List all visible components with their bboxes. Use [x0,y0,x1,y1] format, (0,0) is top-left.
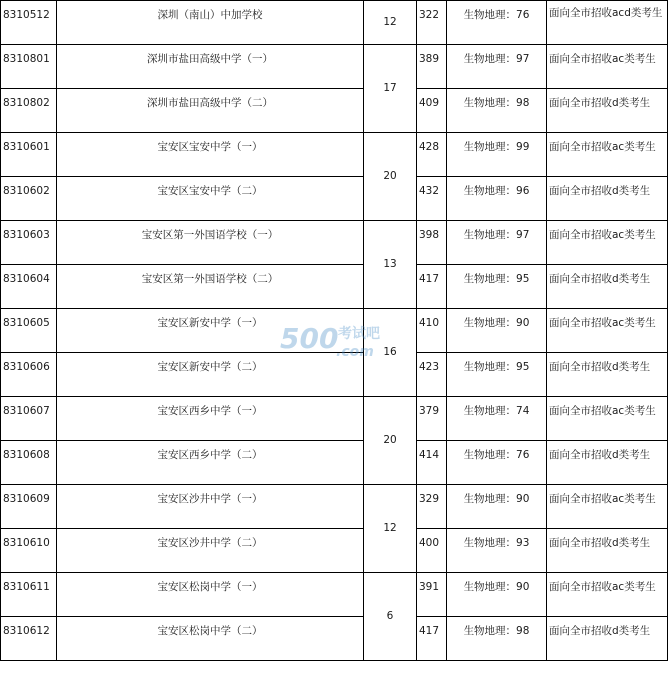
school-code: 8310610 [1,529,57,573]
min-score: 410 [417,309,447,353]
enrollment-note: 面向全市招收d类考生 [547,89,668,133]
min-score: 400 [417,529,447,573]
table-row [1,529,668,573]
watermark-digits: 500 [280,322,339,355]
school-code: 8310605 [1,309,57,353]
table-row [1,133,668,177]
school-code: 8310604 [1,265,57,309]
enrollment-note: 面向全市招收ac类考生 [547,397,668,441]
quota-cell: 6 [364,573,417,661]
quota-cell: 20 [364,397,417,485]
table-row [1,265,668,309]
subject-score: 生物地理：99 [447,133,547,177]
enrollment-note: 面向全市招收d类考生 [547,353,668,397]
school-name: 深圳市盐田高级中学（二） [57,89,364,133]
quota-cell: 13 [364,221,417,309]
subject-score: 生物地理：97 [447,45,547,89]
school-name: 宝安区松岗中学（二） [57,617,364,661]
enrollment-note: 面向全市招收ac类考生 [547,45,668,89]
school-name: 宝安区新安中学（二） [57,353,364,397]
min-score: 379 [417,397,447,441]
school-code: 8310606 [1,353,57,397]
table-row [1,309,668,353]
quota-cell: 17 [364,45,417,133]
school-name: 深圳市盐田高级中学（一） [57,45,364,89]
subject-score: 生物地理：97 [447,221,547,265]
school-code: 8310612 [1,617,57,661]
min-score: 389 [417,45,447,89]
subject-score: 生物地理：76 [447,441,547,485]
min-score: 428 [417,133,447,177]
school-code: 8310602 [1,177,57,221]
school-code: 8310801 [1,45,57,89]
table-row [1,353,668,397]
table-row [1,485,668,529]
enrollment-note: 面向全市招收d类考生 [547,617,668,661]
subject-score: 生物地理：90 [447,309,547,353]
table-row [1,1,668,45]
enrollment-note: 面向全市招收ac类考生 [547,133,668,177]
quota-cell: 12 [364,1,417,45]
table-row [1,89,668,133]
table-row [1,45,668,89]
school-name: 宝安区第一外国语学校（二） [57,265,364,309]
watermark-domain: .com [336,344,374,360]
enrollment-note: 面向全市招收d类考生 [547,529,668,573]
quota-cell: 20 [364,133,417,221]
quota-cell: 16 [364,309,417,397]
enrollment-note: 面向全市招收ac类考生 [547,485,668,529]
subject-score: 生物地理：90 [447,573,547,617]
min-score: 329 [417,485,447,529]
school-code: 8310603 [1,221,57,265]
school-code: 8310802 [1,89,57,133]
school-name: 宝安区松岗中学（一） [57,573,364,617]
min-score: 409 [417,89,447,133]
school-code: 8310512 [1,1,57,45]
enrollment-note: 面向全市招收ac类考生 [547,309,668,353]
enrollment-note: 面向全市招收acd类考生 [547,1,668,45]
watermark-brand: 考试吧 [338,326,380,342]
min-score: 322 [417,1,447,45]
subject-score: 生物地理：95 [447,265,547,309]
enrollment-note: 面向全市招收d类考生 [547,177,668,221]
min-score: 414 [417,441,447,485]
min-score: 432 [417,177,447,221]
table-row [1,397,668,441]
subject-score: 生物地理：96 [447,177,547,221]
table-row [1,441,668,485]
school-code: 8310601 [1,133,57,177]
enrollment-note: 面向全市招收d类考生 [547,441,668,485]
table-row [1,573,668,617]
subject-score: 生物地理：90 [447,485,547,529]
school-code: 8310609 [1,485,57,529]
school-code: 8310608 [1,441,57,485]
table-row [1,617,668,661]
school-name: 宝安区西乡中学（二） [57,441,364,485]
min-score: 417 [417,265,447,309]
school-name: 宝安区宝安中学（一） [57,133,364,177]
school-code: 8310611 [1,573,57,617]
min-score: 391 [417,573,447,617]
school-name: 深圳（南山）中加学校 [57,1,364,45]
school-name: 宝安区西乡中学（一） [57,397,364,441]
subject-score: 生物地理：98 [447,89,547,133]
subject-score: 生物地理：74 [447,397,547,441]
subject-score: 生物地理：76 [447,1,547,45]
table-row [1,177,668,221]
school-name: 宝安区新安中学（一） [57,309,364,353]
min-score: 417 [417,617,447,661]
school-name: 宝安区宝安中学（二） [57,177,364,221]
enrollment-note: 面向全市招收ac类考生 [547,221,668,265]
school-code: 8310607 [1,397,57,441]
school-name: 宝安区第一外国语学校（一） [57,221,364,265]
subject-score: 生物地理：95 [447,353,547,397]
school-name: 宝安区沙井中学（二） [57,529,364,573]
min-score: 398 [417,221,447,265]
subject-score: 生物地理：93 [447,529,547,573]
table-row [1,221,668,265]
min-score: 423 [417,353,447,397]
enrollment-note: 面向全市招收ac类考生 [547,573,668,617]
subject-score: 生物地理：98 [447,617,547,661]
enrollment-note: 面向全市招收d类考生 [547,265,668,309]
quota-cell: 12 [364,485,417,573]
school-name: 宝安区沙井中学（一） [57,485,364,529]
